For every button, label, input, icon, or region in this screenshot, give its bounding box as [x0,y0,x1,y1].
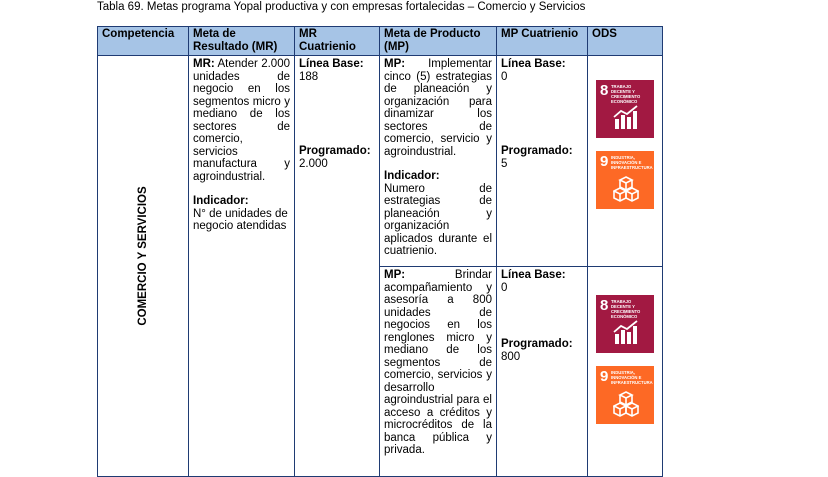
mp1-programado-value: 5 [501,157,508,170]
table-row [98,56,663,267]
growth-chart-icon [613,105,639,129]
mr-linea-base-label: Línea Base: [299,58,364,70]
ods-9-number: 9 [600,153,609,170]
ods-9-icon [596,366,654,424]
table-caption: Tabla 69. Metas programa Yopal productiva y con empresas fortalecidas – Comercio y Servicios [97,1,586,13]
mp1-indicador-label: Indicador: [384,170,440,182]
mp1-ods-cell [588,56,663,267]
ods-8-number: 8 [600,297,609,314]
mp1-label: MP: [384,58,406,70]
mr-programado-value: 2.000 [299,157,328,170]
ods-8-icon [596,295,654,353]
mp2-programado-value: 800 [501,350,521,363]
mp2-programado-label: Programado: [501,338,573,350]
header-ods: ODS [588,27,663,56]
ods-9-label: INDUSTRIA, INNOVACIÓN E INFRAESTRUCTURA [611,370,653,385]
mp2-text: Brindar acompañamiento y asesoría a 800 unidades de negocios en los renglones micro y mediano de los segmentos de comercio, servicios y desarrollo agroindustrial para el acceso a créditos y microcréditos de la banca pública y privada. [384,269,492,456]
ods-9-number: 9 [600,368,609,385]
mp1-programado-label: Programado: [501,145,573,157]
ods-8-icon [596,80,654,138]
meta-resultado-cell [189,56,295,477]
growth-chart-icon [613,320,639,344]
header-row [98,27,663,56]
mp1-indicador-text: Numero de estrategias de planeación y organización aplicados durante el cuatrienio. [384,182,492,257]
mr-label: MR: [193,58,215,70]
mr-indicador-text: N° de unidades de negocio atendidas [193,207,288,232]
cubes-icon [613,176,639,202]
ods-9-icon [596,151,654,209]
header-competencia: Competencia [98,27,189,56]
ods-8-label: TRABAJO DECENTE Y CRECIMIENTO ECONÓMICO [611,299,641,319]
mr-cuatrienio-cell [295,56,380,477]
metas-table [97,26,663,477]
mp2-ods-cell [588,267,663,477]
mp1-linea-base-label: Línea Base: [501,58,566,70]
ods-8-label: TRABAJO DECENTE Y CRECIMIENTO ECONÓMICO [611,84,641,104]
header-meta-resultado: Meta de Resultado (MR) [189,27,295,56]
mp1-linea-base-value: 0 [501,70,508,83]
competencia-label: COMERCIO Y SERVICIOS [136,186,149,326]
mp2-cell [380,267,497,477]
mr-linea-base-value: 188 [299,70,319,83]
mp1-cuatrienio-cell [497,56,588,267]
header-mp-cuatrienio: MP Cuatrienio [497,27,588,56]
mr-programado-label: Programado: [299,145,371,157]
cubes-icon [613,391,639,417]
mp1-text: Implementar cinco (5) estrategias de planeación y organización para dinamizar los sectores de comercio, servicio y agroindustrial. [384,58,492,158]
competencia-cell [98,56,189,477]
header-mr-cuatrienio: MR Cuatrienio [295,27,380,56]
mp1-cell [380,56,497,267]
mr-indicador-label: Indicador: [193,195,249,207]
mp2-label: MP: [384,269,406,281]
ods-9-label: INDUSTRIA, INNOVACIÓN E INFRAESTRUCTURA [611,155,653,170]
header-meta-producto: Meta de Producto (MP) [380,27,497,56]
ods-8-number: 8 [600,82,609,99]
mp2-linea-base-value: 0 [501,281,508,294]
mp2-cuatrienio-cell [497,267,588,477]
mp2-linea-base-label: Línea Base: [501,269,566,281]
mr-text: Atender 2.000 unidades de negocio en los segmentos micro y mediano de los sectores de comercio, servicios manufactura y agroindustrial. [193,58,290,183]
